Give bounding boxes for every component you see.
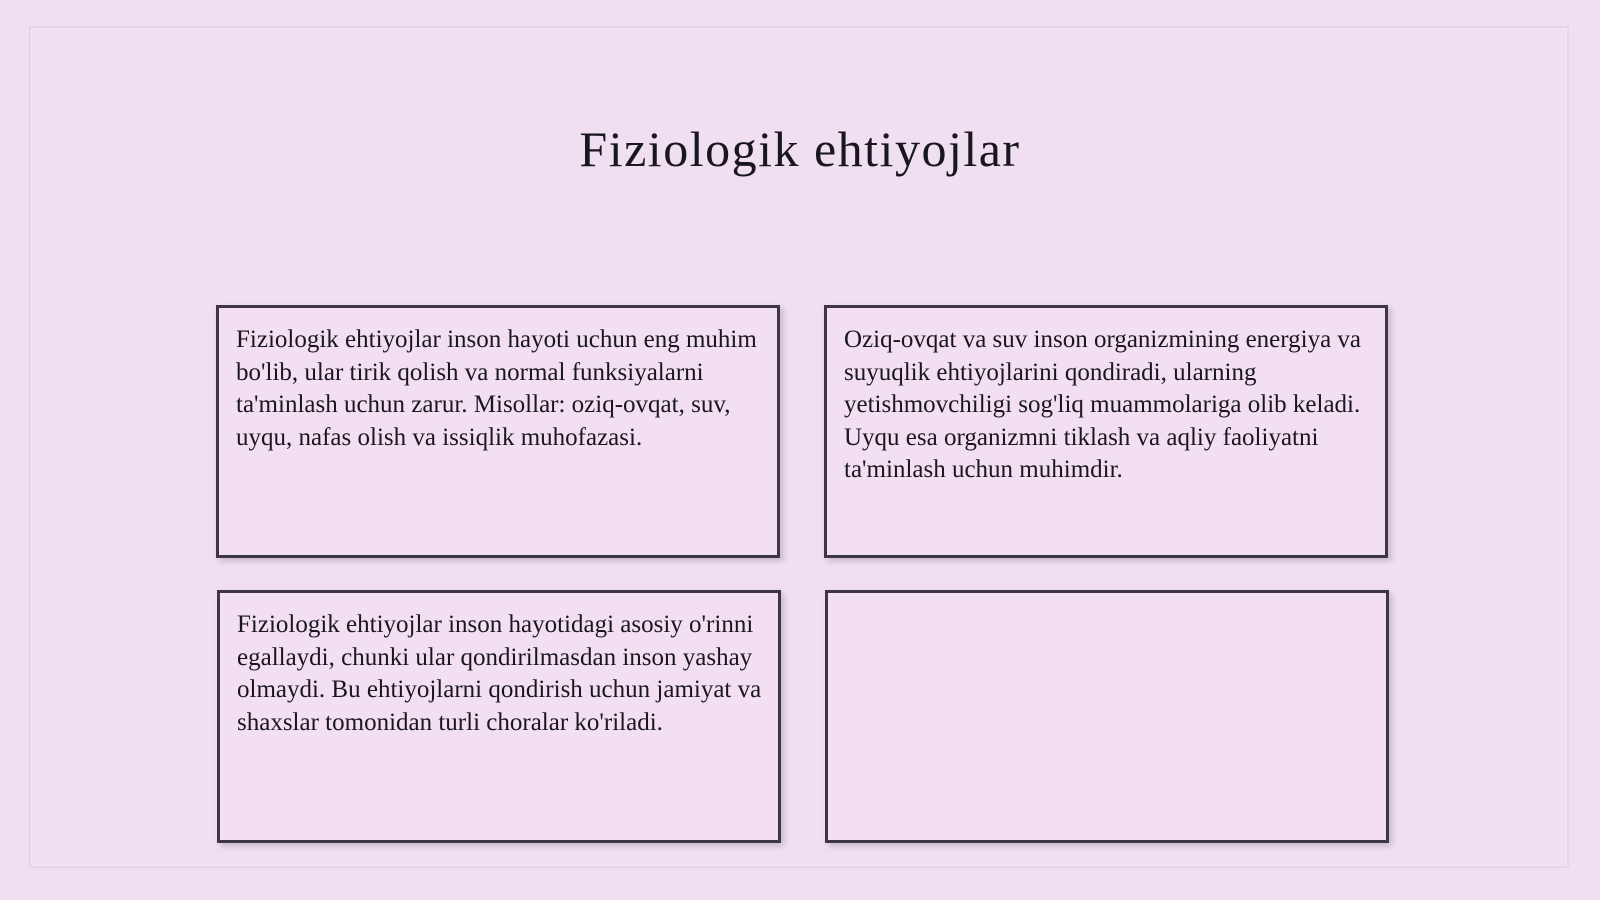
text-card-2 — [824, 305, 1388, 558]
card-3-text: Fiziologik ehtiyojlar inson hayotidagi asosiy o'rinni egallaydi, chunki ular qondirilmasdan inson yashay olmaydi. Bu ehtiyojlarni qondirish uchun jamiyat va shaxslar tomonidan turli choralar ko'riladi. — [237, 611, 762, 736]
card-2-text: Oziq-ovqat va suv inson organizmining energiya va suyuqlik ehtiyojlarini qondiradi, ularning yetishmovchiligi sog'liq muammolariga olib keladi. Uyqu esa organizmni tiklash va aqliy faoliyatni ta'minlash uchun muhimdir. — [844, 326, 1362, 483]
text-card-1 — [216, 305, 780, 558]
text-card-3 — [217, 590, 781, 843]
card-1-text: Fiziologik ehtiyojlar inson hayoti uchun eng muhim bo'lib, ular tirik qolish va normal funksiyalarni ta'minlash uchun zarur. Misollar: oziq-ovqat, suv, uyqu, nafas olish va issiqlik muhofazasi. — [236, 326, 757, 451]
slide-title: Fiziologik ehtiyojlar — [579, 121, 1021, 177]
text-card-4-empty — [825, 590, 1389, 843]
